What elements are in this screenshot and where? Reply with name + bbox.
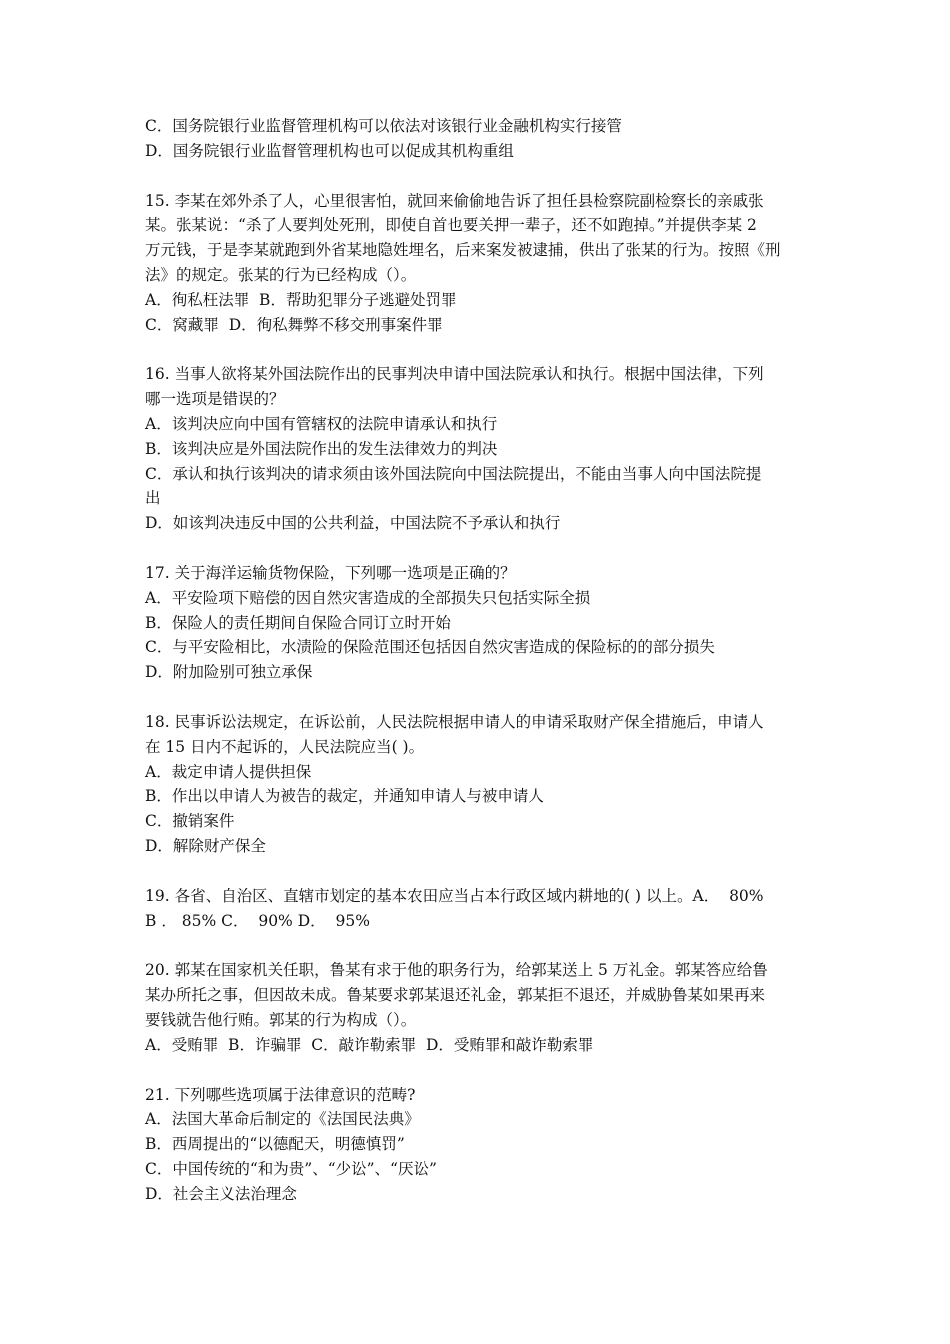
option-d: D．国务院银行业监督管理机构也可以促成其机构重组 [145, 141, 514, 160]
question-option: C．与平安险相比，水渍险的保险范围还包括因自然灾害造成的保险标的的部分损失 [145, 638, 715, 657]
question-21 [145, 1083, 810, 1207]
question-option: D．附加险别可独立承保 [145, 663, 313, 682]
question-option: C．中国传统的“和为贵”、“少讼”、“厌讼” [145, 1159, 437, 1178]
question-option: D．解除财产保全 [145, 836, 266, 855]
question-stem-line: B ． 85% C． 90% D． 95% [145, 911, 370, 930]
question-19 [145, 884, 810, 934]
question-option: B．该判决应是外国法院作出的发生法律效力的判决 [145, 439, 498, 458]
question-20 [145, 958, 810, 1057]
question-15 [145, 189, 810, 338]
question-stem-line: 在 15 日内不起诉的，人民法院应当( )。 [145, 737, 425, 756]
question-option: B．作出以申请人为被告的裁定，并通知申请人与被申请人 [145, 787, 544, 806]
question-option: C．撤销案件 [145, 812, 235, 831]
question-option: A．受贿罪 B．诈骗罪 C．敲诈勒索罪 D．受贿罪和敲诈勒索罪 [145, 1035, 594, 1054]
question-stem-line: 法》的规定。张某的行为已经构成（）。 [145, 265, 417, 284]
question-option: A．徇私枉法罪 B．帮助犯罪分子逃避处罚罪 [145, 290, 457, 309]
question-stem-line: 17. 关于海洋运输货物保险，下列哪一选项是正确的？ [145, 563, 516, 582]
option-c: C．国务院银行业监督管理机构可以依法对该银行业金融机构实行接管 [145, 117, 622, 135]
question-17 [145, 561, 810, 685]
question-option: B．西周提出的“以德配天，明德慎罚” [145, 1135, 405, 1154]
question-stem-line: 某办所托之事，但因故未成。鲁某要求郭某退还礼金，郭某拒不退还，并威胁鲁某如果再来 [145, 986, 766, 1005]
question-option: A．平安险项下赔偿的因自然灾害造成的全部损失只包括实际全损 [145, 588, 591, 607]
question-stem-line: 某。张某说：“杀了人要判处死刑，即使自首也要关押一辈子，还不如跑掉。”并提供李某 2 [145, 216, 757, 235]
question-option: 出 [145, 489, 161, 508]
question-option: D．社会主义法治理念 [145, 1184, 297, 1203]
question-18 [145, 710, 810, 859]
question-stem-line: 哪一选项是错误的？ [145, 390, 285, 409]
question-option: A．裁定申请人提供担保 [145, 762, 312, 781]
question-stem-line: 20. 郭某在国家机关任职，鲁某有求于他的职务行为，给郭某送上 5 万礼金。郭某答应给鲁 [145, 961, 768, 980]
question-option: C．窝藏罪 D．徇私舞弊不移交刑事案件罪 [145, 315, 443, 334]
question-option: D．如该判决违反中国的公共利益，中国法院不予承认和执行 [145, 514, 561, 533]
question-option: B．保险人的责任期间自保险合同订立时开始 [145, 613, 451, 632]
question-option: A．该判决应向中国有管辖权的法院申请承认和执行 [145, 414, 498, 433]
question-stem-line: 18. 民事诉讼法规定，在诉讼前，人民法院根据申请人的申请采取财产保全措施后，申请人 [145, 712, 764, 731]
question-stem-line: 21. 下列哪些选项属于法律意识的范畴? [145, 1085, 416, 1104]
question-stem-line: 15. 李某在郊外杀了人，心里很害怕，就回来偷偷地告诉了担任县检察院副检察长的亲戚张 [145, 191, 764, 210]
question-16 [145, 362, 810, 536]
document-page [145, 114, 810, 1206]
question-stem-line: 16. 当事人欲将某外国法院作出的民事判决申请中国法院承认和执行。根据中国法律，下列 [145, 365, 764, 384]
question-option: C．承认和执行该判决的请求须由该外国法院向中国法院提出，不能由当事人向中国法院提 [145, 464, 762, 483]
question-stem-line: 19. 各省、自治区、直辖市划定的基本农田应当占本行政区域内耕地的( ) 以上。A． 80% [145, 886, 764, 905]
question-stem-line: 要钱就告他行贿。郭某的行为构成（）。 [145, 1010, 417, 1029]
question-14-tail [145, 114, 810, 164]
question-stem-line: 万元钱，于是李某就跑到外省某地隐姓埋名，后来案发被逮捕，供出了张某的行为。按照《刑 [145, 241, 781, 260]
question-option: A．法国大革命后制定的《法国民法典》 [145, 1110, 420, 1129]
